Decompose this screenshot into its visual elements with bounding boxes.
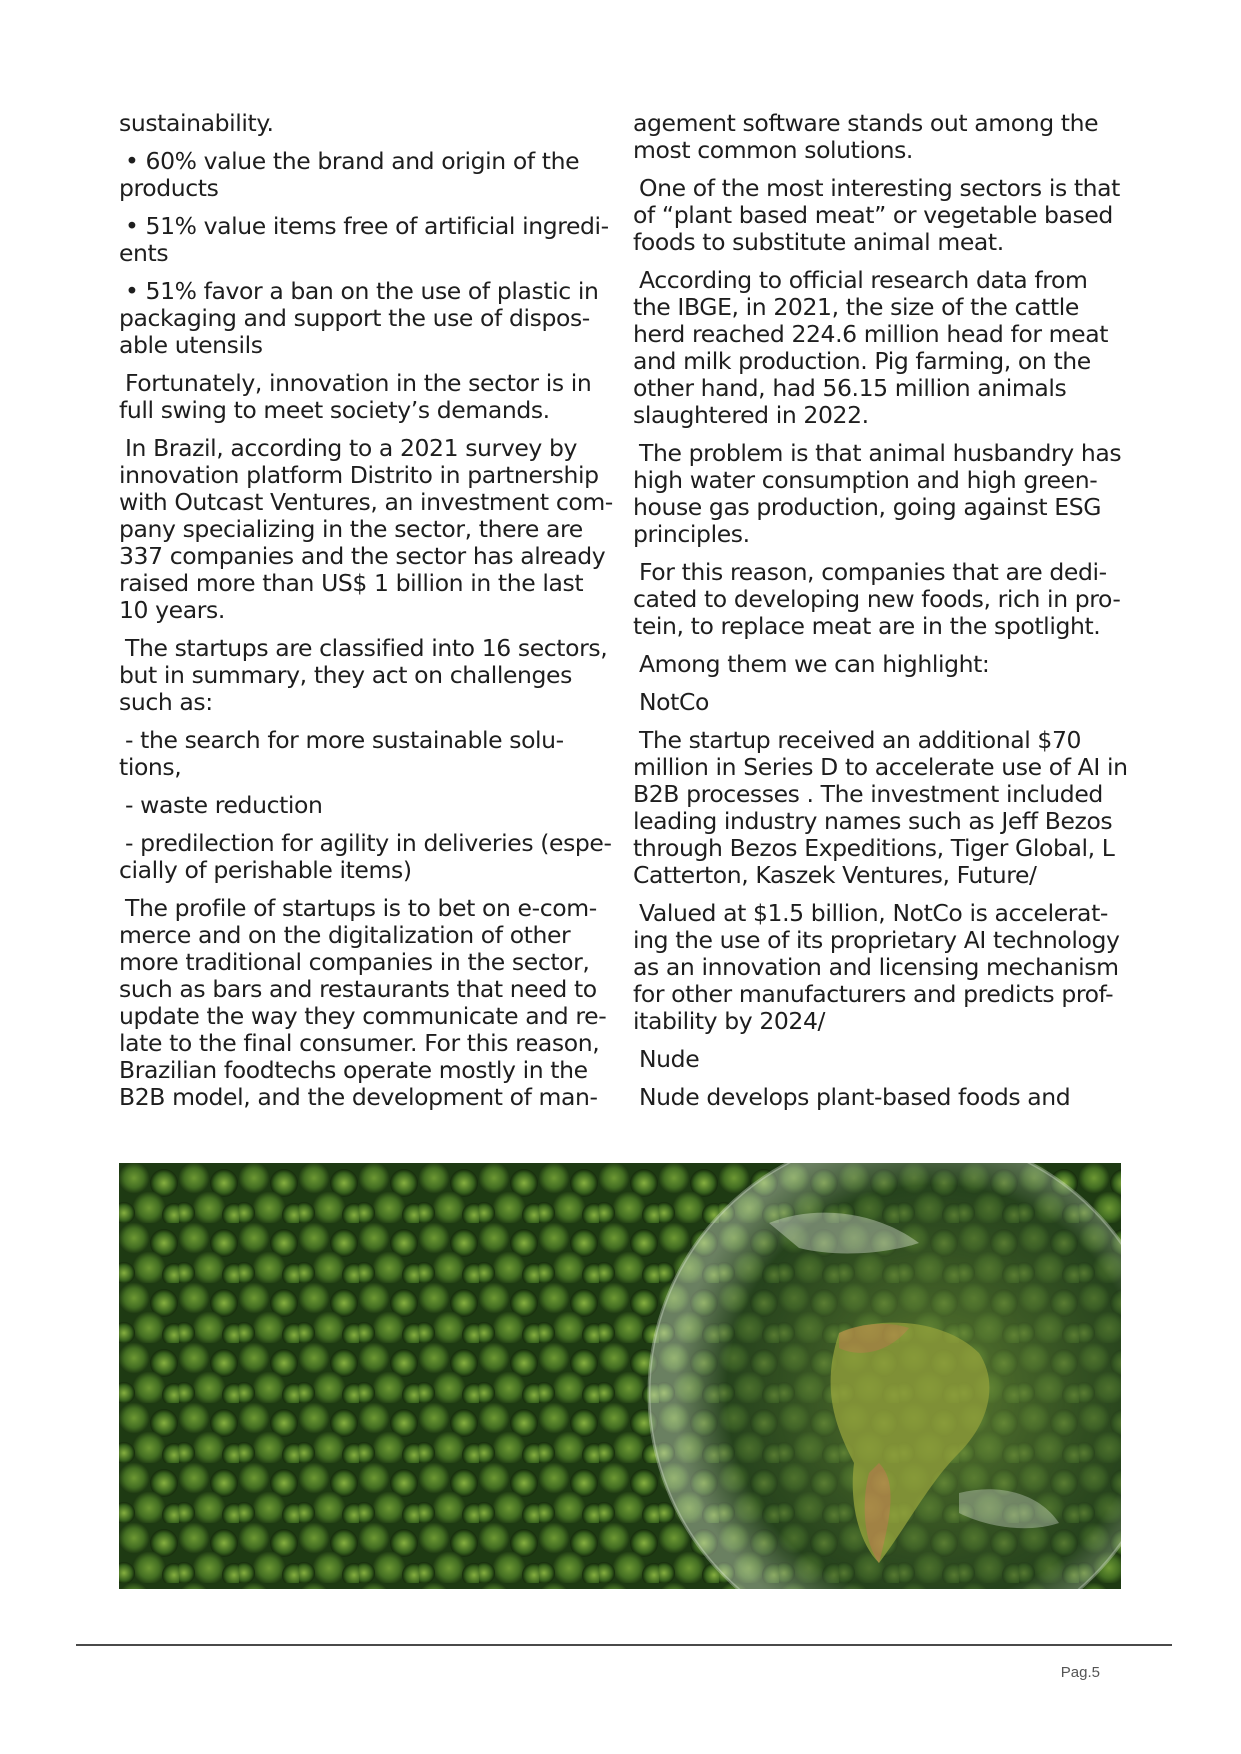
paragraph: Among them we can highlight:	[639, 650, 990, 678]
paragraph: Fortunately, innovation in the sector is in full swing to meet society’s demands.	[119, 369, 592, 424]
paragraph: In Brazil, according to a 2021 survey by innovation platform Distrito in partnership with Outcast Ventures, an investment com-pany specializing in the sector, there are 337 companies and the sector has already raised more than US$ 1 billion in the last 10 years.	[119, 434, 613, 624]
paragraph: agement software stands out among the most common solutions.	[633, 109, 1099, 164]
paragraph: The startup received an additional $70 million in Series D to accelerate use of AI in B2B processes . The investment included leading industry names such as Jeff Bezos through Bezos Expeditions, Tiger Global, L Catterton, Kaszek Ventures, Future/	[633, 726, 1128, 889]
paragraph: According to official research data from the IBGE, in 2021, the size of the cattle herd reached 224.6 million head for meat and milk production. Pig farming, on the other hand, had 56.15 million animals slaughtered in 2022.	[633, 266, 1109, 429]
paragraph: For this reason, companies that are dedi-cated to developing new foods, rich in pro-tein, to replace meat are in the spotlight.	[633, 558, 1121, 640]
bullet-item: • 51% value items free of artificial ingredi-ents	[119, 212, 609, 267]
left-column	[119, 110, 616, 1122]
list-item: - predilection for agility in deliveries (espe-cially of perishable items)	[119, 829, 612, 884]
paragraph: The profile of startups is to bet on e-com-merce and on the digitalization of other more traditional companies in the sector, such as bars and restaurants that need to update the way they communicate and re-late to the final consumer. For this reason, Brazilian foodtechs operate mostly in the B2B model, and the development of man-	[119, 894, 607, 1111]
paragraph: Nude develops plant-based foods and	[639, 1083, 1071, 1111]
footer-divider	[76, 1644, 1172, 1646]
paragraph: Valued at $1.5 billion, NotCo is accelerat-ing the use of its proprietary AI technology as an innovation and licensing mechanism for other manufacturers and predicts prof-itability by 2024/	[633, 899, 1120, 1035]
forest-earth-image	[119, 1163, 1121, 1589]
bullet-item: • 51% favor a ban on the use of plastic in packaging and support the use of dispos-able utensils	[119, 277, 599, 359]
paragraph: The problem is that animal husbandry has high water consumption and high green-house gas production, going against ESG principles.	[633, 439, 1122, 548]
right-column	[633, 110, 1131, 1122]
paragraph: sustainability.	[119, 109, 274, 137]
list-item: - the search for more sustainable solu-tions,	[119, 726, 564, 781]
paragraph: The startups are classified into 16 sectors, but in summary, they act on challenges such as:	[119, 634, 608, 716]
list-item: - waste reduction	[125, 791, 323, 819]
paragraph: One of the most interesting sectors is that of “plant based meat” or vegetable based foods to substitute animal meat.	[633, 174, 1120, 256]
company-heading: NotCo	[639, 688, 709, 716]
company-heading: Nude	[639, 1045, 700, 1073]
bullet-item: • 60% value the brand and origin of the products	[119, 147, 580, 202]
page-number: Pag.5	[1060, 1664, 1100, 1681]
